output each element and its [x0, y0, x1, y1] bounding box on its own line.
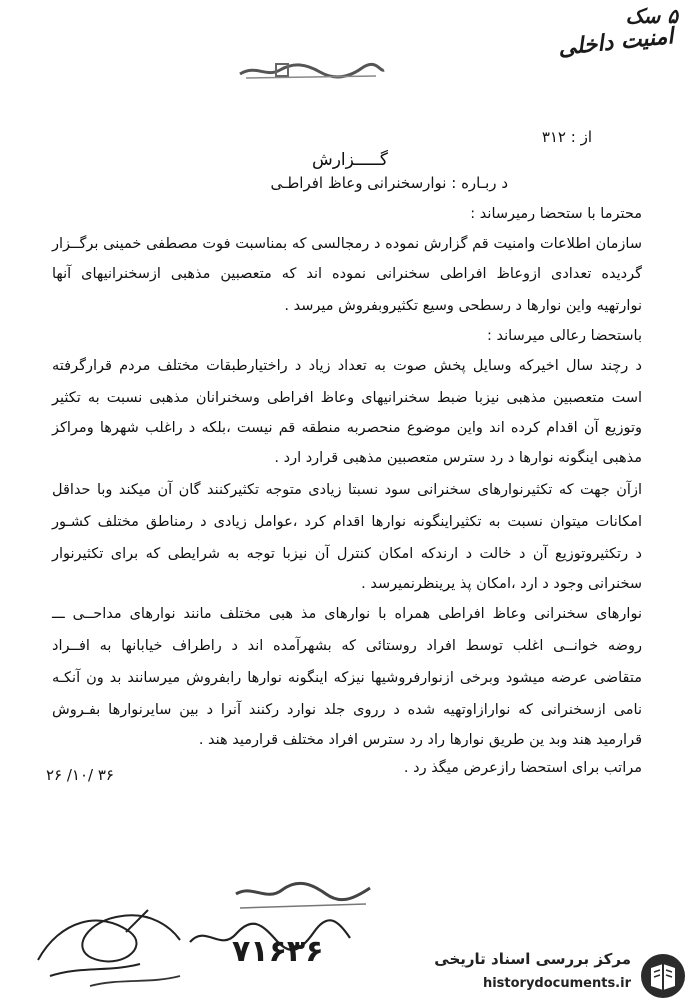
document-date: ۲۶ /۱۰/ ۳۶	[46, 766, 114, 784]
reference-number: از : ۳۱۲	[541, 128, 592, 146]
body-line: ازآن جهت که تکثیرنوارهای سخنرانی سود نسبتا زیادی متوجه تکثیرکنند گان آن میکند وبا حداقل	[52, 482, 642, 498]
body-line: د رچند سال اخیرکه وسایل پخش صوت به تعداد زیاد د راختیارطبقات مختلف مردم قرارگرفته	[52, 358, 642, 374]
report-heading: گـــــزارش	[311, 150, 389, 170]
body-line: است متعصبین مذهبی نیزبا ضبط سخنرانیهای وعاظ افراطی وسخنرانان مذهبی نسبت به تکثیر	[52, 390, 642, 406]
body-line: روضه خوانــی اغلب توسط افراد روستائی که بشهرآمده اند د راطراف خیابانها به افــراد	[52, 638, 642, 654]
body-line: قرارمید هند وبد ین طریق نوارها راد رد سترس افراد مختلف قرارمید هند .	[198, 732, 642, 748]
body-line: گردیده تعدادی ازوعاظ افراطی سخنرانی نموده اند که متعصبین مذهبی ازسخنرانیهای آنها	[52, 266, 642, 282]
body-line: مراتب برای استحضا رازعرض میگذ رد .	[403, 760, 642, 776]
body-line: باستحضا رعالی میرساند :	[487, 328, 642, 344]
body-line: امکانات میتوان نسبت به تکثیراینگونه نوارها اقدام کرد ،عوامل زیادی د رمناطق مختلف کشـور	[52, 514, 642, 530]
handwritten-signature-block	[30, 880, 410, 990]
body-line: د رتکثیروتوزیع آن د خالت د ارندکه امکان کنترل آن نیزبا توجه به شرایطی که برای تکثیرنوار	[52, 546, 642, 562]
body-line: محترما با ستحضا رمیرساند :	[470, 206, 642, 222]
body-line: نوارهای سخنرانی وعاظ افراطی همراه با نوارهای مذ هبی مختلف مانند نوارهای مداحــی ـــ	[52, 606, 642, 622]
body-line: متقاضی عرضه میشود وبرخی ازنوارفروشیها نیزکه اینگونه نوارها رابفروش میرسانند بد ون آنکـه	[52, 670, 642, 686]
archive-watermark	[418, 948, 693, 1003]
classification-note: امنیت داخلی	[557, 24, 675, 61]
watermark-title: مرکز بررسی اسناد تاریخی	[434, 950, 631, 968]
report-subject: د ربـاره : نوارسخنرانی وعاظ افراطـی	[270, 174, 508, 192]
watermark-url: historydocuments.ir	[482, 976, 631, 991]
body-line: نامی ازسخنرانی که نوارازاوتهیه شده د رروی جلد نوارد رکنند آنرا د بین سایرنوارها بفـروش	[52, 702, 642, 718]
corner-note: ۵ سک	[625, 4, 678, 28]
body-line: سازمان اطلاعات وامنیت قم گزارش نموده د رمجالسی که بمناسبت فوت مصطفی خمینی برگــزار	[52, 236, 642, 252]
archive-logo-icon	[639, 952, 687, 1000]
body-line: وتوزیع آن اقدام کرده اند واین موضوع منحصربه منطقه قم نیست ،بلکه د راغلب شهرها ومراکز	[52, 420, 642, 436]
body-line: سخنرانی وجود د ارد ،امکان پذ یرینظرنمیرسد .	[361, 576, 642, 592]
body-line: نوارتهیه واین نوارها د رسطحی وسیع تکثیروبفروش میرسد .	[284, 298, 642, 314]
top-stamp	[236, 60, 386, 82]
bottom-number: ۷۱۶۳۶	[232, 934, 324, 969]
body-line: مذهبی اینگونه نوارها د رد سترس متعصبین مذهبی قرارد ارد .	[274, 450, 642, 466]
